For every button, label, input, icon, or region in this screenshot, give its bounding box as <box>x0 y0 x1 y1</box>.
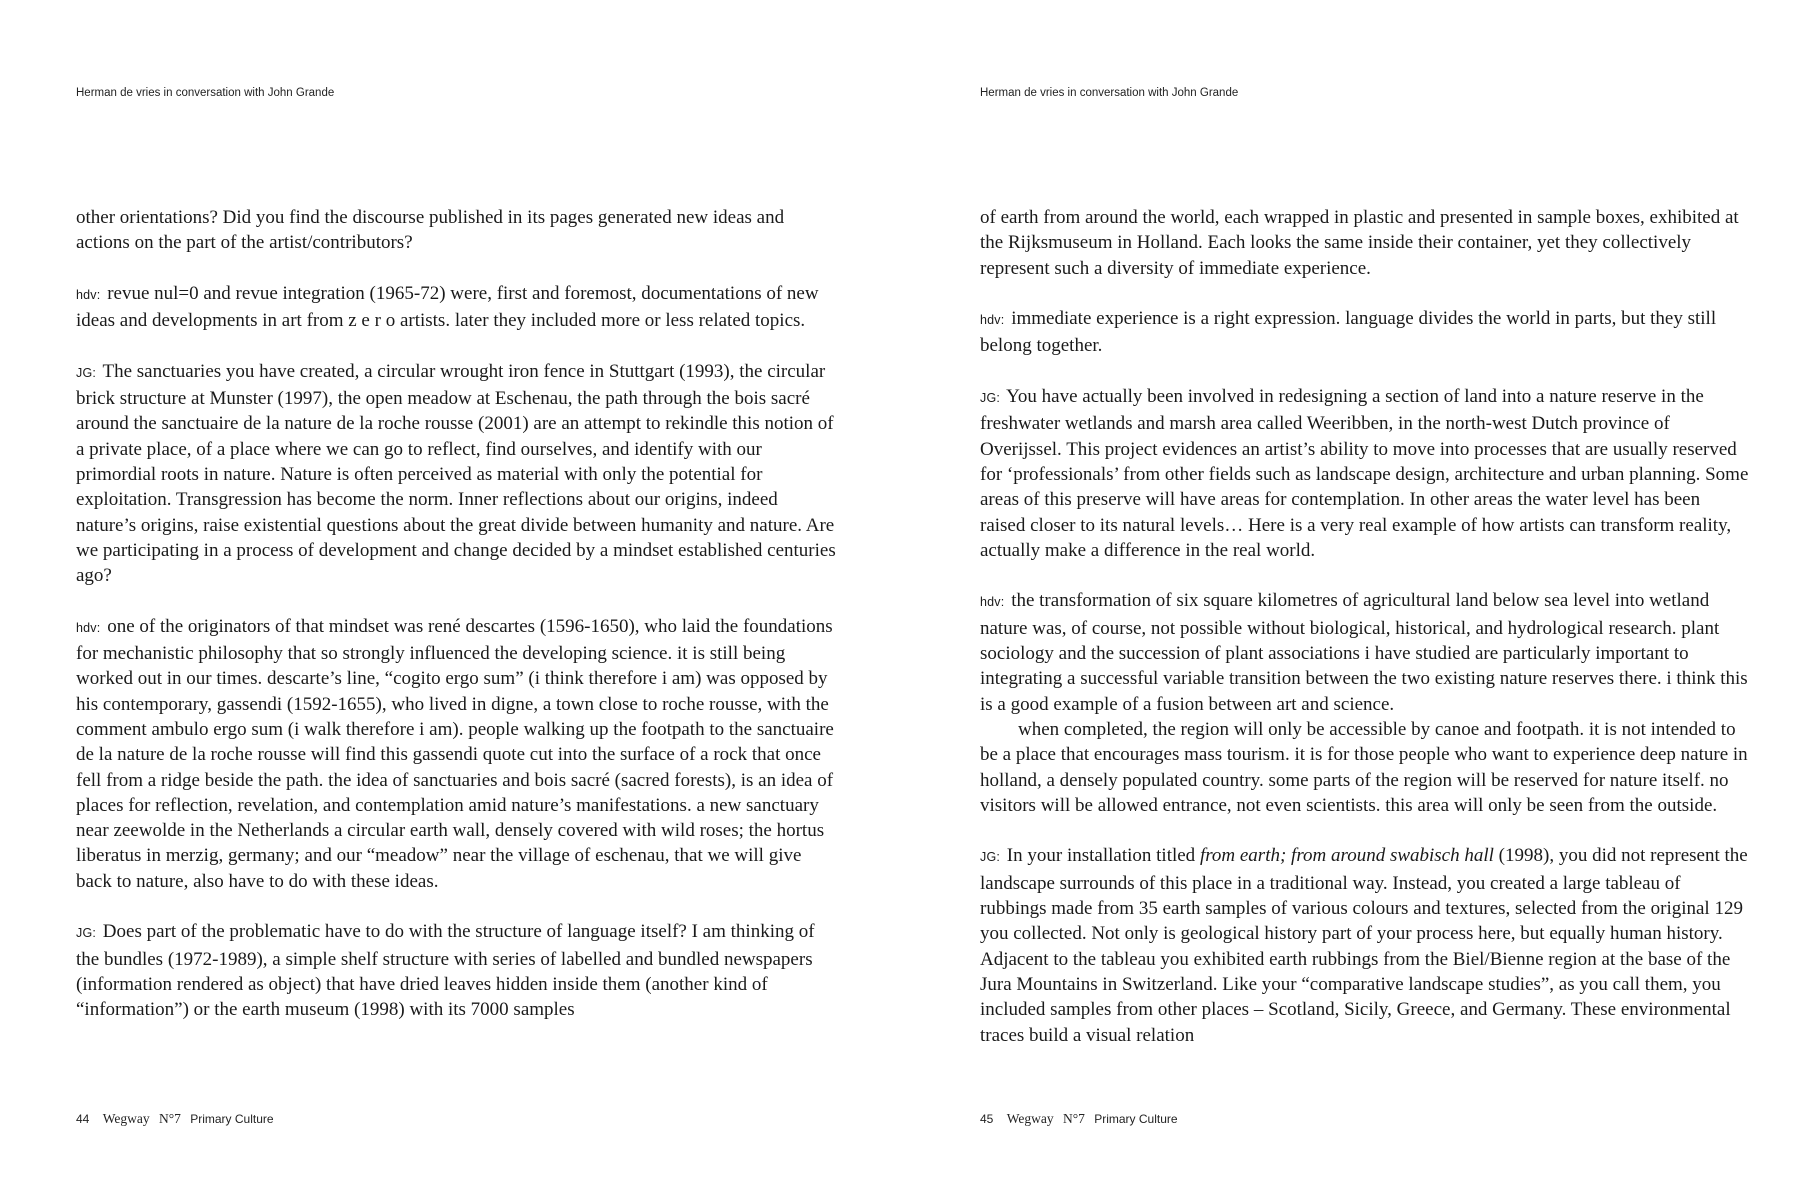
paragraph <box>76 205 836 256</box>
paragraph-text: when completed, the region will only be accessible by canoe and footpath. it is not intended to be a place that encourages mass tourism. it is for those people who want to experience deep nature in holland, a densely populated country. some parts of the region will be reserved for nature itself. no visitors will be allowed entrance, not even scientists. this area will only be seen from the outside. <box>980 718 1748 816</box>
paragraph-continuation <box>980 717 1750 818</box>
paragraph-text: of earth from around the world, each wrapped in plastic and presented in sample boxes, exhibited at the Rijksmuseum in Holland. Each looks the same inside their container, yet they collectively represent such a diversity of immediate experience. <box>980 207 1739 279</box>
paragraph-text: other orientations? Did you find the discourse published in its pages generated new ideas and actions on the part of the artist/contributors? <box>76 207 785 254</box>
body-text <box>980 205 1750 1073</box>
paragraph <box>76 281 836 334</box>
speaker-label: hdv: <box>76 287 101 302</box>
running-head: Herman de vries in conversation with John Grande <box>980 87 1239 99</box>
paragraph <box>980 205 1750 281</box>
paragraph <box>76 919 836 1022</box>
paragraph-text: the transformation of six square kilometres of agricultural land below sea level into wetland nature was, of course, not possible without biological, historical, and hydrological research. plant sociology and the succession of plant associations i have studied are particularly important to integrating a successful variable transition between the two existing nature reserves there. i think this is a good example of a fusion between art and science. <box>980 590 1748 715</box>
paragraph-text: The sanctuaries you have created, a circular wrought iron fence in Stuttgart (1993), the circular brick structure at Munster (1997), the open meadow at Eschenau, the path through the bois sacré around the sanctuaire de la nature de la roche rousse (2001) are an attempt to rekindle this notion of a private place, of a place where we can go to reflect, find ourselves, and identify with our primordial roots in nature. Nature is often perceived as material with only the potential for exploitation. Transgression has become the norm. Inner reflections about our origins, indeed nature’s origins, raise existential questions about the great divide between humanity and nature. Are we participating in a process of development and change decided by a mindset established centuries ago? <box>76 360 836 587</box>
section-name: Primary Culture <box>1094 1112 1178 1126</box>
speaker-label: hdv: <box>980 313 1005 328</box>
paragraph-text: (1998), you did not represent the landscape surrounds of this place in a traditional way. Instead, you created a large tableau of rubbings made from 35 earth samples of various colours and textures, selected from the original 129 you collected. Not only is geological history part of your process here, but equally human history. Adjacent to the tableau you exhibited earth rubbings from the Biel/Bienne region at the base of the Jura Mountains in Switzerland. Like your “comparative landscape studies”, as you call them, you included samples from other places – Scotland, Sicily, Greece, and Germany. These environmental traces build a visual relation <box>980 845 1748 1046</box>
speaker-label: JG: <box>980 850 1001 865</box>
magazine-name: Wegway <box>1006 1111 1054 1126</box>
folio <box>76 1111 274 1127</box>
paragraph <box>980 843 1750 1047</box>
speaker-label: JG: <box>980 391 1001 406</box>
paragraph <box>980 588 1750 716</box>
paragraph <box>76 359 836 589</box>
page-number: 45 <box>980 1112 994 1126</box>
paragraph <box>980 384 1750 563</box>
right-page <box>900 0 1800 1200</box>
section-name: Primary Culture <box>190 1112 274 1126</box>
paragraph-text: one of the originators of that mindset was rené descartes (1596-1650), who laid the foundations for mechanistic philosophy that so strongly influenced the developing science. it is still being worked out in our times. descarte’s line, “cogito ergo sum” (i think therefore i am) was opposed by his contemporary, gassendi (1592-1655), who lived in digne, a town close to roche rousse, with the comment ambulo ergo sum (i walk therefore i am). people walking up the footpath to the sanctuaire de la nature de la roche rousse will find this gassendi quote cut into the surface of a rock that once fell from a ridge beside the path. the idea of sanctuaries and bois sacré (sacred forests), is an idea of places for reflection, revelation, and contemplation amid nature’s manifestations. a new sanctuary near zeewolde in the Netherlands a circular earth wall, densely covered with wild roses; the hortus liberatus in merzig, germany; and our “meadow” near the village of eschenau, that we will give back to nature, also have to do with these ideas. <box>76 615 834 892</box>
folio <box>980 1111 1178 1127</box>
paragraph-text: Does part of the problematic have to do with the structure of language itself? I am thinking of the bundles (1972-1989), a simple shelf structure with series of labelled and bundled newspapers (information rendered as object) that have dried leaves hidden inside them (another kind of “information”) or the earth museum (1998) with its 7000 samples <box>76 921 815 1021</box>
page-number: 44 <box>76 1112 90 1126</box>
issue-number: N°7 <box>1062 1111 1085 1126</box>
speaker-label: hdv: <box>76 620 101 635</box>
speaker-label: JG: <box>76 926 97 941</box>
issue-number: N°7 <box>158 1111 181 1126</box>
paragraph-text: immediate experience is a right expression. language divides the world in parts, but they still belong together. <box>980 308 1717 357</box>
artwork-title: from earth; from around swabisch hall <box>1199 845 1494 867</box>
paragraph-text: revue nul=0 and revue integration (1965-72) were, first and foremost, documentations of new ideas and developments in art from z e r o artists. later they included more or less related topics. <box>76 282 819 332</box>
running-head: Herman de vries in conversation with John Grande <box>76 87 335 99</box>
speaker-label: hdv: <box>980 595 1005 610</box>
paragraph-text-lead: In your installation titled <box>1006 845 1200 867</box>
magazine-name: Wegway <box>102 1111 150 1126</box>
paragraph-text: You have actually been involved in redesigning a section of land into a nature reserve in the freshwater wetlands and marsh area called Weeribben, in the north-west Dutch province of Overijssel. This project evidences an artist’s ability to move into processes that are usually reserved for ‘professionals’ from other fields such as landscape design, architecture and urban planning. Some areas of this preserve will have areas for contemplation. In other areas the water level has been raised closer to its natural levels… Here is a very real example of how artists can transform reality, actually make a difference in the real world. <box>980 386 1749 561</box>
speaker-label: JG: <box>76 365 97 380</box>
paragraph <box>76 614 836 894</box>
paragraph <box>980 306 1750 359</box>
body-text <box>76 205 836 1048</box>
